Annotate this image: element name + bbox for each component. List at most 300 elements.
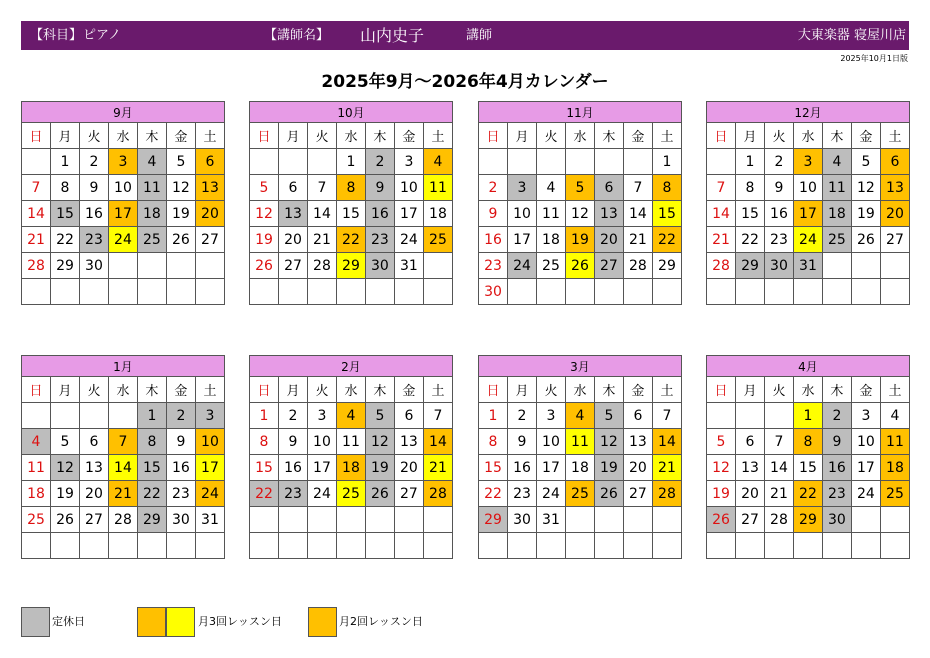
day-cell: 8 <box>50 175 79 201</box>
empty-cell <box>108 279 137 305</box>
day-cell: 23 <box>764 227 793 253</box>
weekday-header: 木 <box>137 123 166 149</box>
weekday-header: 木 <box>594 123 623 149</box>
empty-cell <box>50 279 79 305</box>
weekday-header: 水 <box>336 123 365 149</box>
weekday-header: 水 <box>793 123 822 149</box>
empty-cell <box>278 279 307 305</box>
day-cell: 9 <box>166 429 195 455</box>
weekday-header: 金 <box>394 377 423 403</box>
day-cell: 15 <box>793 455 822 481</box>
day-cell: 15 <box>250 455 279 481</box>
day-cell: 27 <box>394 481 423 507</box>
teacher-label: 【講師名】 <box>264 28 330 43</box>
day-cell: 6 <box>394 403 423 429</box>
day-cell: 23 <box>507 481 536 507</box>
weekday-header: 日 <box>479 123 508 149</box>
day-cell: 17 <box>195 455 224 481</box>
day-cell: 15 <box>50 201 79 227</box>
day-cell: 10 <box>108 175 137 201</box>
day-cell: 13 <box>278 201 307 227</box>
day-cell: 18 <box>536 227 565 253</box>
day-cell: 5 <box>565 175 594 201</box>
day-cell: 17 <box>536 455 565 481</box>
day-cell: 16 <box>479 227 508 253</box>
day-cell: 31 <box>793 253 822 279</box>
day-cell: 1 <box>250 403 279 429</box>
day-cell: 11 <box>423 175 452 201</box>
day-cell: 27 <box>594 253 623 279</box>
day-cell: 27 <box>195 227 224 253</box>
day-cell: 14 <box>652 429 681 455</box>
day-cell: 2 <box>822 403 851 429</box>
weekday-header: 木 <box>137 377 166 403</box>
day-cell: 26 <box>707 507 736 533</box>
day-cell: 12 <box>594 429 623 455</box>
weekday-header: 火 <box>536 123 565 149</box>
empty-cell <box>336 279 365 305</box>
subject-label: 【科目】 <box>30 28 83 43</box>
day-cell: 27 <box>79 507 108 533</box>
empty-cell <box>166 253 195 279</box>
empty-cell <box>79 533 108 559</box>
weekday-header: 水 <box>108 377 137 403</box>
day-cell: 23 <box>479 253 508 279</box>
empty-cell <box>50 533 79 559</box>
page-title: 2025年9月～2026年4月カレンダー <box>321 72 609 92</box>
day-cell: 1 <box>336 149 365 175</box>
day-cell: 8 <box>336 175 365 201</box>
day-cell: 4 <box>137 149 166 175</box>
empty-cell <box>394 279 423 305</box>
empty-cell <box>22 403 51 429</box>
day-cell: 5 <box>166 149 195 175</box>
empty-cell <box>880 279 909 305</box>
day-cell: 13 <box>195 175 224 201</box>
empty-cell <box>336 533 365 559</box>
month-title: 12月 <box>707 102 910 123</box>
day-cell: 9 <box>507 429 536 455</box>
day-cell: 17 <box>851 455 880 481</box>
empty-cell <box>623 533 652 559</box>
day-cell: 10 <box>507 201 536 227</box>
day-cell: 5 <box>594 403 623 429</box>
empty-cell <box>623 279 652 305</box>
day-cell: 3 <box>195 403 224 429</box>
day-cell: 3 <box>536 403 565 429</box>
day-cell: 14 <box>108 455 137 481</box>
day-cell: 19 <box>50 481 79 507</box>
legend <box>21 607 441 637</box>
day-cell: 25 <box>536 253 565 279</box>
day-cell: 19 <box>707 481 736 507</box>
day-cell: 2 <box>278 403 307 429</box>
empty-cell <box>851 507 880 533</box>
month-title: 1月 <box>22 356 225 377</box>
day-cell: 7 <box>707 175 736 201</box>
day-cell: 29 <box>793 507 822 533</box>
day-cell: 7 <box>652 403 681 429</box>
day-cell: 27 <box>623 481 652 507</box>
weekday-header: 水 <box>336 377 365 403</box>
empty-cell <box>764 279 793 305</box>
empty-cell <box>166 533 195 559</box>
empty-cell <box>365 279 394 305</box>
empty-cell <box>423 279 452 305</box>
weekday-header: 火 <box>79 377 108 403</box>
day-cell: 8 <box>250 429 279 455</box>
weekday-header: 日 <box>479 377 508 403</box>
month-title: 10月 <box>250 102 453 123</box>
day-cell: 5 <box>365 403 394 429</box>
empty-cell <box>565 279 594 305</box>
empty-cell <box>423 253 452 279</box>
empty-cell <box>166 279 195 305</box>
day-cell: 26 <box>365 481 394 507</box>
day-cell: 17 <box>108 201 137 227</box>
day-cell: 23 <box>822 481 851 507</box>
empty-cell <box>394 533 423 559</box>
empty-cell <box>108 533 137 559</box>
day-cell: 10 <box>536 429 565 455</box>
empty-cell <box>22 533 51 559</box>
day-cell: 16 <box>822 455 851 481</box>
day-cell: 15 <box>652 201 681 227</box>
empty-cell <box>594 533 623 559</box>
legend-two-label: 月2回レッスン日 <box>339 615 423 628</box>
day-cell: 11 <box>22 455 51 481</box>
day-cell: 19 <box>250 227 279 253</box>
day-cell: 9 <box>278 429 307 455</box>
empty-cell <box>880 507 909 533</box>
empty-cell <box>307 507 336 533</box>
weekday-header: 土 <box>652 123 681 149</box>
day-cell: 28 <box>764 507 793 533</box>
day-cell: 20 <box>278 227 307 253</box>
weekday-header: 日 <box>250 123 279 149</box>
empty-cell <box>565 149 594 175</box>
empty-cell <box>365 533 394 559</box>
weekday-header: 土 <box>195 377 224 403</box>
day-cell: 30 <box>166 507 195 533</box>
empty-cell <box>764 533 793 559</box>
empty-cell <box>50 403 79 429</box>
day-cell: 26 <box>594 481 623 507</box>
day-cell: 24 <box>793 227 822 253</box>
weekday-header: 金 <box>851 123 880 149</box>
legend-two-swatch <box>308 607 337 637</box>
empty-cell <box>137 253 166 279</box>
month-calendar <box>706 101 910 305</box>
empty-cell <box>507 279 536 305</box>
empty-cell <box>707 149 736 175</box>
empty-cell <box>880 253 909 279</box>
day-cell: 6 <box>623 403 652 429</box>
day-cell: 28 <box>22 253 51 279</box>
day-cell: 26 <box>851 227 880 253</box>
day-cell: 27 <box>735 507 764 533</box>
teacher-suffix: 講師 <box>466 28 493 43</box>
empty-cell <box>22 279 51 305</box>
empty-cell <box>336 507 365 533</box>
weekday-header: 土 <box>423 377 452 403</box>
legend-closed-swatch <box>21 607 50 637</box>
empty-cell <box>793 279 822 305</box>
day-cell: 10 <box>195 429 224 455</box>
weekday-header: 日 <box>707 377 736 403</box>
day-cell: 20 <box>195 201 224 227</box>
day-cell: 10 <box>793 175 822 201</box>
day-cell: 6 <box>880 149 909 175</box>
day-cell: 20 <box>394 455 423 481</box>
empty-cell <box>108 403 137 429</box>
empty-cell <box>880 533 909 559</box>
day-cell: 2 <box>479 175 508 201</box>
day-cell: 18 <box>880 455 909 481</box>
day-cell: 21 <box>423 455 452 481</box>
weekday-header: 月 <box>278 123 307 149</box>
day-cell: 16 <box>365 201 394 227</box>
weekday-header: 金 <box>394 123 423 149</box>
month-title: 3月 <box>479 356 682 377</box>
day-cell: 8 <box>652 175 681 201</box>
day-cell: 13 <box>735 455 764 481</box>
day-cell: 20 <box>79 481 108 507</box>
day-cell: 2 <box>365 149 394 175</box>
day-cell: 13 <box>594 201 623 227</box>
day-cell: 18 <box>423 201 452 227</box>
empty-cell <box>250 149 279 175</box>
weekday-header: 日 <box>22 377 51 403</box>
empty-cell <box>707 403 736 429</box>
day-cell: 8 <box>479 429 508 455</box>
weekday-header: 月 <box>50 123 79 149</box>
day-cell: 15 <box>336 201 365 227</box>
empty-cell <box>707 533 736 559</box>
day-cell: 13 <box>623 429 652 455</box>
empty-cell <box>594 279 623 305</box>
day-cell: 3 <box>507 175 536 201</box>
empty-cell <box>195 533 224 559</box>
empty-cell <box>479 533 508 559</box>
month-title: 2月 <box>250 356 453 377</box>
day-cell: 6 <box>195 149 224 175</box>
day-cell: 23 <box>365 227 394 253</box>
day-cell: 14 <box>423 429 452 455</box>
day-cell: 23 <box>79 227 108 253</box>
day-cell: 20 <box>594 227 623 253</box>
day-cell: 18 <box>565 455 594 481</box>
day-cell: 24 <box>307 481 336 507</box>
day-cell: 26 <box>250 253 279 279</box>
day-cell: 22 <box>50 227 79 253</box>
empty-cell <box>764 403 793 429</box>
day-cell: 29 <box>735 253 764 279</box>
weekday-header: 木 <box>594 377 623 403</box>
day-cell: 12 <box>851 175 880 201</box>
day-cell: 18 <box>822 201 851 227</box>
day-cell: 11 <box>822 175 851 201</box>
empty-cell <box>250 279 279 305</box>
day-cell: 13 <box>880 175 909 201</box>
weekday-header: 水 <box>793 377 822 403</box>
day-cell: 3 <box>108 149 137 175</box>
day-cell: 22 <box>479 481 508 507</box>
day-cell: 2 <box>166 403 195 429</box>
empty-cell <box>822 279 851 305</box>
weekday-header: 日 <box>22 123 51 149</box>
day-cell: 12 <box>50 455 79 481</box>
day-cell: 18 <box>137 201 166 227</box>
day-cell: 25 <box>822 227 851 253</box>
empty-cell <box>652 507 681 533</box>
day-cell: 12 <box>707 455 736 481</box>
day-cell: 15 <box>479 455 508 481</box>
day-cell: 13 <box>394 429 423 455</box>
day-cell: 5 <box>707 429 736 455</box>
day-cell: 30 <box>822 507 851 533</box>
day-cell: 16 <box>278 455 307 481</box>
teacher-name: 山内史子 <box>360 26 425 45</box>
weekday-header: 水 <box>565 377 594 403</box>
day-cell: 7 <box>764 429 793 455</box>
day-cell: 26 <box>166 227 195 253</box>
day-cell: 22 <box>137 481 166 507</box>
empty-cell <box>365 507 394 533</box>
day-cell: 29 <box>479 507 508 533</box>
weekday-header: 火 <box>307 123 336 149</box>
day-cell: 28 <box>623 253 652 279</box>
day-cell: 4 <box>536 175 565 201</box>
day-cell: 10 <box>851 429 880 455</box>
empty-cell <box>851 533 880 559</box>
day-cell: 8 <box>735 175 764 201</box>
day-cell: 30 <box>365 253 394 279</box>
weekday-header: 月 <box>735 123 764 149</box>
day-cell: 15 <box>735 201 764 227</box>
empty-cell <box>250 507 279 533</box>
empty-cell <box>565 533 594 559</box>
month-title: 9月 <box>22 102 225 123</box>
empty-cell <box>423 533 452 559</box>
day-cell: 14 <box>764 455 793 481</box>
day-cell: 26 <box>565 253 594 279</box>
day-cell: 6 <box>79 429 108 455</box>
empty-cell <box>195 253 224 279</box>
day-cell: 28 <box>423 481 452 507</box>
header-banner <box>21 21 909 50</box>
day-cell: 19 <box>365 455 394 481</box>
day-cell: 6 <box>278 175 307 201</box>
weekday-header: 木 <box>365 377 394 403</box>
day-cell: 17 <box>793 201 822 227</box>
day-cell: 14 <box>707 201 736 227</box>
day-cell: 29 <box>652 253 681 279</box>
weekday-header: 金 <box>166 123 195 149</box>
day-cell: 8 <box>793 429 822 455</box>
month-calendar <box>478 355 682 559</box>
weekday-header: 木 <box>822 123 851 149</box>
legend-three-label: 月3回レッスン日 <box>198 615 282 628</box>
weekday-header: 火 <box>307 377 336 403</box>
day-cell: 10 <box>307 429 336 455</box>
empty-cell <box>793 533 822 559</box>
empty-cell <box>851 279 880 305</box>
day-cell: 4 <box>336 403 365 429</box>
day-cell: 16 <box>166 455 195 481</box>
day-cell: 22 <box>336 227 365 253</box>
legend-closed-label: 定休日 <box>52 615 85 628</box>
day-cell: 5 <box>50 429 79 455</box>
day-cell: 12 <box>250 201 279 227</box>
day-cell: 22 <box>652 227 681 253</box>
empty-cell <box>423 507 452 533</box>
empty-cell <box>735 279 764 305</box>
day-cell: 19 <box>166 201 195 227</box>
empty-cell <box>565 507 594 533</box>
day-cell: 19 <box>594 455 623 481</box>
day-cell: 7 <box>307 175 336 201</box>
day-cell: 21 <box>623 227 652 253</box>
month-calendar <box>249 101 453 305</box>
weekday-header: 火 <box>536 377 565 403</box>
day-cell: 9 <box>365 175 394 201</box>
empty-cell <box>594 149 623 175</box>
empty-cell <box>278 533 307 559</box>
day-cell: 9 <box>79 175 108 201</box>
day-cell: 1 <box>652 149 681 175</box>
empty-cell <box>307 533 336 559</box>
day-cell: 17 <box>507 227 536 253</box>
weekday-header: 月 <box>50 377 79 403</box>
day-cell: 20 <box>735 481 764 507</box>
day-cell: 29 <box>137 507 166 533</box>
day-cell: 8 <box>137 429 166 455</box>
day-cell: 28 <box>108 507 137 533</box>
empty-cell <box>707 279 736 305</box>
weekday-header: 月 <box>278 377 307 403</box>
day-cell: 25 <box>880 481 909 507</box>
day-cell: 20 <box>880 201 909 227</box>
day-cell: 1 <box>793 403 822 429</box>
day-cell: 16 <box>79 201 108 227</box>
day-cell: 13 <box>79 455 108 481</box>
empty-cell <box>652 533 681 559</box>
empty-cell <box>536 149 565 175</box>
day-cell: 28 <box>307 253 336 279</box>
day-cell: 21 <box>108 481 137 507</box>
day-cell: 30 <box>479 279 508 305</box>
day-cell: 4 <box>880 403 909 429</box>
day-cell: 11 <box>565 429 594 455</box>
day-cell: 10 <box>394 175 423 201</box>
day-cell: 14 <box>623 201 652 227</box>
day-cell: 19 <box>565 227 594 253</box>
month-title: 11月 <box>479 102 682 123</box>
day-cell: 17 <box>307 455 336 481</box>
day-cell: 24 <box>851 481 880 507</box>
weekday-header: 日 <box>250 377 279 403</box>
day-cell: 26 <box>50 507 79 533</box>
month-calendar <box>706 355 910 559</box>
day-cell: 31 <box>195 507 224 533</box>
empty-cell <box>195 279 224 305</box>
day-cell: 25 <box>423 227 452 253</box>
day-cell: 3 <box>851 403 880 429</box>
day-cell: 28 <box>707 253 736 279</box>
day-cell: 14 <box>307 201 336 227</box>
empty-cell <box>822 533 851 559</box>
